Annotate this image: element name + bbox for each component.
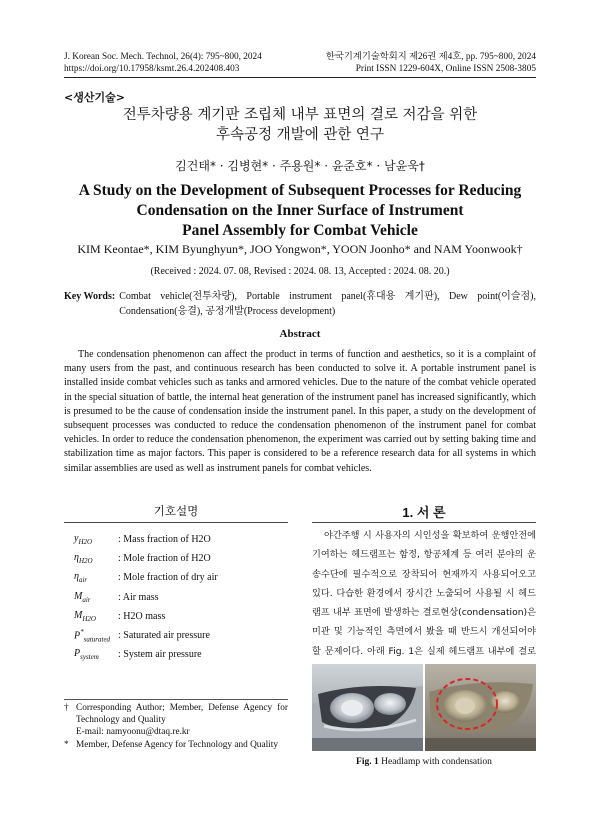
nomenclature-definition: : System air pressure xyxy=(118,649,202,661)
nomenclature-symbol: $M_{air}$ xyxy=(74,590,91,604)
authors-korean: 김건태* · 김병현* · 주용원* · 윤준호* · 남윤욱† xyxy=(175,159,425,173)
nomenclature-row xyxy=(74,568,218,587)
footnote-divider xyxy=(64,699,288,700)
header-divider xyxy=(64,77,536,78)
footnote-text: Corresponding Author; Member, Defense Agency for Technology and Quality xyxy=(76,703,288,726)
title-en-line1: A Study on the Development of Subsequent Processes for Reducing xyxy=(78,182,522,199)
nomenclature-row xyxy=(74,607,218,626)
doi-link[interactable]: https://doi.org/10.17958/ksmt.26.4.202408.403 xyxy=(64,64,240,74)
footnote xyxy=(64,739,288,751)
nomenclature-symbol: $P_{system}$ xyxy=(74,648,99,662)
footnotes xyxy=(64,702,288,751)
paper-title-english xyxy=(40,181,560,241)
introduction-heading: 1. 서 론 xyxy=(402,505,446,520)
abstract-body: The condensation phenomenon can affect the product in terms of function and aesthetics, so it is a complaint of many users from the past, and continuous research has been conducted to solve it. A portable instrument panel is installed inside combat vehicles such as tanks and armored vehicles. Due to the nature of the combat vehicle operated in the special situation of battle, the internal heat generation of the instrument panel has increased significantly, which is presumed to be the cause of condensation inside the instrument panel. In this paper, a study on the development of subsequent processes was conducted to reduce the condensation phenomenon of the instrument panel for combat vehicles. In order to reduce the condensation phenomenon, the experiment was carried out by setting baking time and stabilization time as major factors. This paper is considered to be a reference research data for all systems in which similar assemblies are used as well as instrument panels for combat vehicles. xyxy=(64,349,536,474)
issn-line: Print ISSN 1229-604X, Online ISSN 2508-3805 xyxy=(355,64,536,74)
figure-caption-text: Headlamp with condensation xyxy=(381,757,492,767)
nomenclature-definition: : Air mass xyxy=(118,591,159,603)
title-ko-line1: 전투차량용 계기판 조립체 내부 표면의 결로 저감을 위한 xyxy=(122,107,478,123)
nomenclature-table xyxy=(74,530,218,664)
section-tag: <생산기술> xyxy=(64,91,125,104)
abstract-heading: Abstract xyxy=(279,328,321,340)
footnote-mark xyxy=(64,726,76,738)
submission-dates: (Received : 2024. 07. 08, Revised : 2024. 08. 13, Accepted : 2024. 08. 20.) xyxy=(150,266,450,277)
headlamp-photo-condensation xyxy=(425,664,536,751)
authors-english: KIM Keontae*, KIM Byunghyun*, JOO Yongwon*, YOON Joonho* and NAM Yoonwook† xyxy=(77,242,523,256)
nomenclature-definition: : Saturated air pressure xyxy=(118,630,210,642)
introduction-divider xyxy=(312,522,536,523)
footnote-text: E-mail: namyoonu@dtaq.re.kr xyxy=(76,727,190,738)
nomenclature-definition: : Mass fraction of H2O xyxy=(118,534,211,546)
nomenclature-row xyxy=(74,626,218,645)
journal-citation-ko: 한국기계기술학회지 제26권 제4호, pp. 795~800, 2024 xyxy=(325,52,536,62)
footnote-text: Member, Defense Agency for Technology and Quality xyxy=(76,739,278,750)
introduction-body: 야간주행 시 사용자의 시인성을 확보하여 운행안전에 기여하는 헤드램프는 함정, 항공체계 등 여러 분야의 운송수단에 필수적으로 장착되어 현재까지 사용되어오고 있다. 다습한 환경에서 장시간 노출되어 사용될 시 헤드램프 내부 표면에 발생하는 결로현상(condensation)은 미관 및 기능적인 측면에서 봤을 때 반드시 개선되어야 할 문제이다. 아래 Fig. 1은 실제 헤드램프 내부에 결로 xyxy=(312,530,536,657)
nomenclature-heading: 기호설명 xyxy=(153,504,199,518)
keywords-text: Combat vehicle(전투차량), Portable instrument panel(휴대용 계기판), Dew point(이슬점), Condensation(응결), 공정개발(Process development) xyxy=(119,291,536,317)
keywords-label: Key Words: xyxy=(64,291,116,302)
nomenclature-row xyxy=(74,645,218,664)
title-en-line3: Panel Assembly for Combat Vehicle xyxy=(182,222,418,239)
journal-header-right xyxy=(326,51,536,75)
journal-citation: J. Korean Soc. Mech. Technol, 26(4): 795~800, 2024 xyxy=(64,52,262,62)
footnote xyxy=(64,726,288,738)
keywords-block xyxy=(64,290,536,319)
nomenclature-definition: : Mole fraction of dry air xyxy=(118,572,218,584)
nomenclature-symbol: $\eta_{H2O}$ xyxy=(74,552,93,566)
paper-title-korean xyxy=(40,105,560,145)
headlamp-photo-normal xyxy=(312,664,423,751)
nomenclature-symbol: $y_{H2O}$ xyxy=(74,533,93,547)
footnote-mark: * xyxy=(64,739,69,750)
nomenclature-row xyxy=(74,549,218,568)
nomenclature-symbol: $M_{H2O}$ xyxy=(74,609,96,623)
figure-label: Fig. 1 xyxy=(356,757,379,767)
title-ko-line2: 후속공정 개발에 관한 연구 xyxy=(216,127,384,143)
footnote-mark: † xyxy=(64,703,69,713)
nomenclature-divider xyxy=(64,522,288,523)
journal-header-left xyxy=(64,51,262,75)
nomenclature-row xyxy=(74,588,218,607)
nomenclature-symbol: $P^*_{saturated}$ xyxy=(74,627,111,644)
nomenclature-symbol: $\eta_{air}$ xyxy=(74,571,88,585)
nomenclature-definition: : Mole fraction of H2O xyxy=(118,553,211,565)
nomenclature-row xyxy=(74,530,218,549)
figure-caption xyxy=(312,757,536,767)
title-en-line2: Condensation on the Inner Surface of Instrument xyxy=(136,202,464,219)
footnote xyxy=(64,702,288,726)
nomenclature-definition: : H2O mass xyxy=(118,610,166,622)
